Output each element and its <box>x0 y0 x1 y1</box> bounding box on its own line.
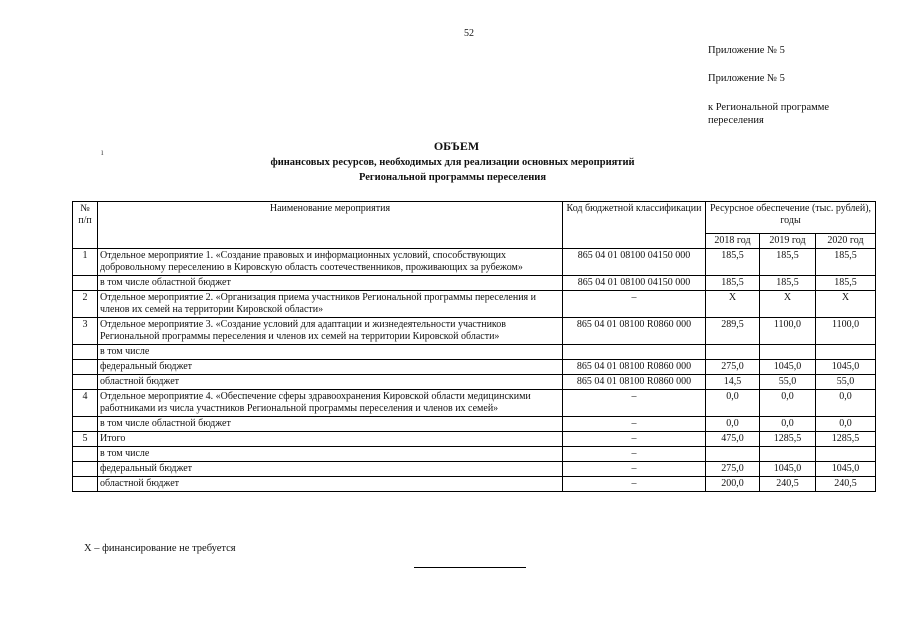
document-subtitle-line2: Региональной программы переселения <box>358 172 547 183</box>
cell-name: федеральный бюджет <box>98 462 563 477</box>
table-row <box>73 360 876 375</box>
cell-2018: 200,0 <box>706 477 760 492</box>
cell-2018: 185,5 <box>706 276 760 291</box>
cell-2018 <box>706 345 760 360</box>
cell-2019: X <box>760 291 816 318</box>
document-title-block <box>0 139 905 184</box>
cell-2019: 240,5 <box>760 477 816 492</box>
cell-name: федеральный бюджет <box>98 360 563 375</box>
table-row <box>73 375 876 390</box>
cell-2019 <box>760 345 816 360</box>
cell-code: – <box>563 462 706 477</box>
cell-number <box>73 276 98 291</box>
cell-2020: 0,0 <box>816 417 876 432</box>
cell-code: – <box>563 447 706 462</box>
cell-number: 2 <box>73 291 98 318</box>
cell-number: 3 <box>73 318 98 345</box>
header-year-2020: 2020 год <box>816 234 876 249</box>
cell-2020 <box>816 345 876 360</box>
cell-code: – <box>563 417 706 432</box>
cell-code: – <box>563 390 706 417</box>
cell-2019: 1045,0 <box>760 360 816 375</box>
cell-code: 865 04 01 08100 04150 000 <box>563 249 706 276</box>
header-name: Наименование мероприятия <box>98 202 563 249</box>
header-year-2018: 2018 год <box>706 234 760 249</box>
cell-number: 5 <box>73 432 98 447</box>
cell-code <box>563 345 706 360</box>
cell-number <box>73 360 98 375</box>
table-row <box>73 432 876 447</box>
cell-2020: 0,0 <box>816 390 876 417</box>
cell-number: 1 <box>73 249 98 276</box>
cell-2018 <box>706 447 760 462</box>
cell-2019: 1045,0 <box>760 462 816 477</box>
document-title: ОБЪЕМ <box>433 139 480 153</box>
cell-number <box>73 417 98 432</box>
cell-name: Отдельное мероприятие 1. «Создание правовых и информационных условий, способствующих добровольному переселению в Кировскую область соотечественников, проживающих за рубежом» <box>98 249 563 276</box>
cell-number <box>73 477 98 492</box>
table-row <box>73 318 876 345</box>
cell-2019 <box>760 447 816 462</box>
appendix-label: Приложение № 5 <box>708 45 785 56</box>
cell-2020: 1100,0 <box>816 318 876 345</box>
cell-name: областной бюджет <box>98 375 563 390</box>
header-code: Код бюджетной классификации <box>563 202 706 249</box>
cell-2018: 275,0 <box>706 360 760 375</box>
table-row <box>73 345 876 360</box>
cell-2019: 0,0 <box>760 417 816 432</box>
table-row <box>73 417 876 432</box>
table-row <box>73 390 876 417</box>
cell-number <box>73 462 98 477</box>
table-row <box>73 291 876 318</box>
cell-2018: 185,5 <box>706 249 760 276</box>
cell-code: 865 04 01 08100 04150 000 <box>563 276 706 291</box>
cell-name: Отдельное мероприятие 4. «Обеспечение сферы здравоохранения Кировской области медицинскими работниками из числа участников Региональной программы переселения и членов их семей» <box>98 390 563 417</box>
table-row <box>73 276 876 291</box>
table-row <box>73 477 876 492</box>
cell-number <box>73 375 98 390</box>
table-body <box>73 249 876 492</box>
cell-2019: 185,5 <box>760 276 816 291</box>
cell-2020: 240,5 <box>816 477 876 492</box>
table-row <box>73 462 876 477</box>
cell-name: в том числе областной бюджет <box>98 417 563 432</box>
scan-mark: ı <box>101 147 104 157</box>
cell-name: в том числе <box>98 447 563 462</box>
financing-table <box>72 201 876 492</box>
appendix-program-ref: к Региональной программе переселения <box>708 102 830 126</box>
cell-code: 865 04 01 08100 R0860 000 <box>563 375 706 390</box>
cell-2019: 0,0 <box>760 390 816 417</box>
header-year-2019: 2019 год <box>760 234 816 249</box>
cell-name: Отдельное мероприятие 2. «Организация приема участников Региональной программы переселения и членов их семей на территории Кировской области» <box>98 291 563 318</box>
cell-2019: 1285,5 <box>760 432 816 447</box>
cell-2020: X <box>816 291 876 318</box>
cell-2020 <box>816 447 876 462</box>
cell-2018: 475,0 <box>706 432 760 447</box>
page-number: 52 <box>464 28 474 39</box>
cell-2020: 55,0 <box>816 375 876 390</box>
cell-name: в том числе областной бюджет <box>98 276 563 291</box>
cell-name: в том числе <box>98 345 563 360</box>
header-number: № п/п <box>73 202 98 249</box>
cell-number <box>73 345 98 360</box>
cell-2019: 55,0 <box>760 375 816 390</box>
cell-code: – <box>563 477 706 492</box>
cell-name: Отдельное мероприятие 3. «Создание условий для адаптации и жизнедеятельности участников Региональной программы переселения и членов их семей на территории Кировской области» <box>98 318 563 345</box>
cell-2018: 0,0 <box>706 390 760 417</box>
table-row <box>73 249 876 276</box>
cell-2018: 0,0 <box>706 417 760 432</box>
cell-2020: 185,5 <box>816 276 876 291</box>
cell-2019: 1100,0 <box>760 318 816 345</box>
cell-2019: 185,5 <box>760 249 816 276</box>
cell-2018: 289,5 <box>706 318 760 345</box>
cell-code: 865 04 01 08100 R0860 000 <box>563 318 706 345</box>
appendix-label-repeat: Приложение № 5 <box>708 73 785 84</box>
cell-number <box>73 447 98 462</box>
cell-name: областной бюджет <box>98 477 563 492</box>
cell-2020: 185,5 <box>816 249 876 276</box>
cell-name: Итого <box>98 432 563 447</box>
cell-2020: 1045,0 <box>816 360 876 375</box>
cell-2018: 14,5 <box>706 375 760 390</box>
cell-2020: 1285,5 <box>816 432 876 447</box>
cell-code: – <box>563 291 706 318</box>
cell-number: 4 <box>73 390 98 417</box>
separator-line <box>414 567 526 568</box>
cell-code: – <box>563 432 706 447</box>
cell-2018: 275,0 <box>706 462 760 477</box>
table-row <box>73 447 876 462</box>
cell-code: 865 04 01 08100 R0860 000 <box>563 360 706 375</box>
header-resource: Ресурсное обеспечение (тыс. рублей), годы <box>706 202 876 234</box>
cell-2018: X <box>706 291 760 318</box>
footnote: X – финансирование не требуется <box>84 543 236 554</box>
cell-2020: 1045,0 <box>816 462 876 477</box>
document-subtitle-line1: финансовых ресурсов, необходимых для реализации основных мероприятий <box>270 157 635 168</box>
